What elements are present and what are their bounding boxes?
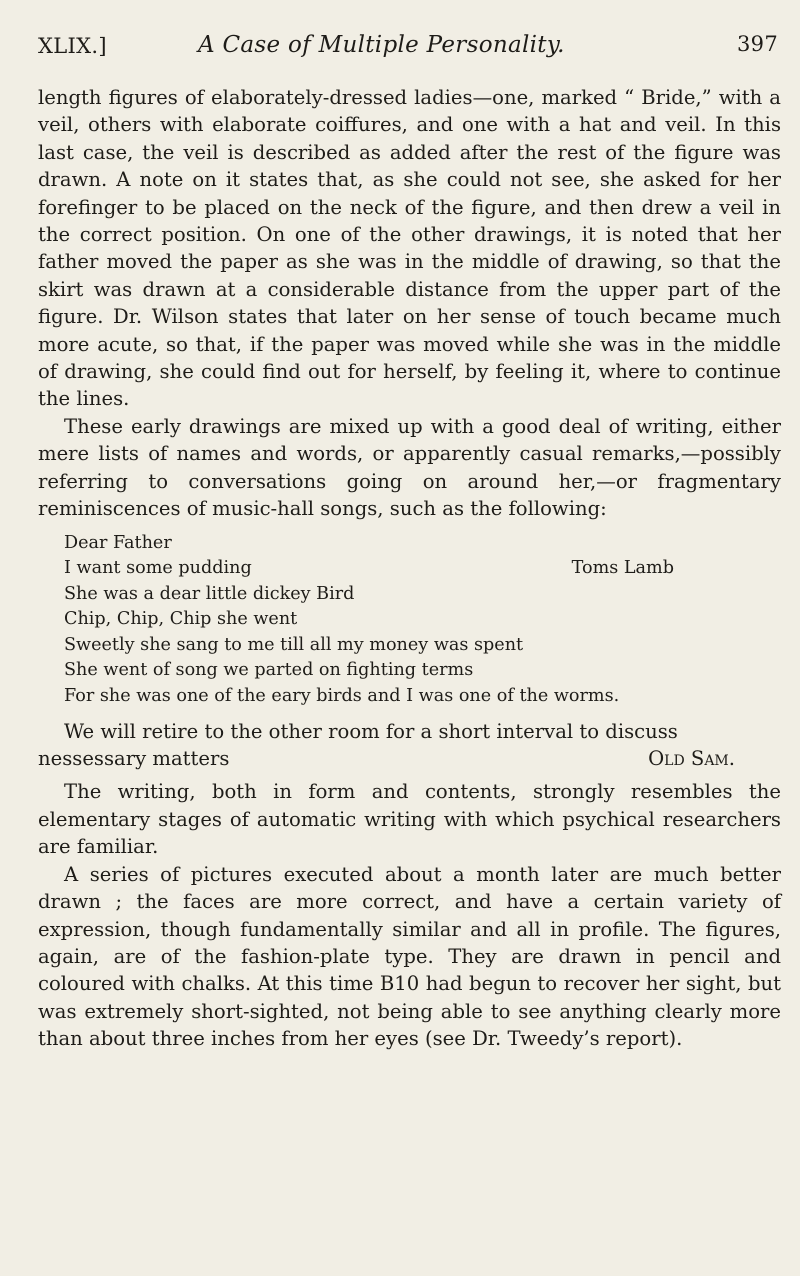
quote-signature-row [38,745,781,772]
quote-line: Sweetly she sang to me till all my money was spent [64,634,524,655]
quote-line-left: I want some pudding [64,558,252,579]
quote-closing-left: nessessary matters [38,747,230,771]
quote-line: Chip, Chip, Chip she went [64,609,298,630]
running-header [38,20,778,68]
running-title: A Case of Multiple Personality. [198,32,565,58]
paragraph-1: length figures of elaborately-dressed ladies—one, marked “ Bride,” with a veil, others with elaborate coiffures, and one with a hat and veil. In this last case, the veil is described as added after the rest of the figure was drawn. A note on it states that, as she could not see, she asked for her forefinger to be placed on the neck of the figure, and then drew a veil in the correct position. On one of the other drawings, it is noted that her father moved the paper as she was in the middle of drawing, so that the skirt was drawn at a considerable distance from the upper part of the figure. Dr. Wilson states that later on her sense of touch became much more acute, so that, if the paper was moved while she was in the middle of drawing, she could find out for herself, by feeling it, where to continue the lines. [38,86,781,411]
paragraph-3: The writing, both in form and contents, strongly resembles the elementary stages of automatic writing with which psychical researchers are familiar. [38,780,781,859]
quote-signature: Old Sam. [648,747,735,771]
quoted-writing [64,531,781,710]
body-text [38,84,781,1053]
quote-line [64,556,674,582]
paragraph-2: These early drawings are mixed up with a good deal of writing, either mere lists of names and words, or apparently casual remarks,—possibly referring to conversations going on around her,—or fragmentary reminiscences of music-hall songs, such as the following: [38,414,781,521]
quote-closing-line: We will retire to the other room for a short interval to discuss [64,719,678,743]
chapter-number: XLIX.] [38,34,107,58]
quote-line: For she was one of the eary birds and I was one of the worms. [64,686,620,707]
paragraph-4: A series of pictures executed about a month later are much better drawn ; the faces are more correct, and have a certain variety of expression, though fundamentally similar and all in profile. The figures, again, are of the fashion-plate type. They are drawn in pencil and coloured with chalks. At this time B10 had begun to recover her sight, but was extremely short-sighted, not being able to see anything clearly more than about three inches from her eyes (see Dr. Tweedy’s report). [38,862,781,1051]
quote-line: She went of song we parted on fighting terms [64,660,474,681]
page-number: 397 [737,32,778,56]
quote-line: Dear Father [64,532,172,553]
quote-line-right: Toms Lamb [571,558,674,579]
quote-line: She was a dear little dickey Bird [64,583,355,604]
